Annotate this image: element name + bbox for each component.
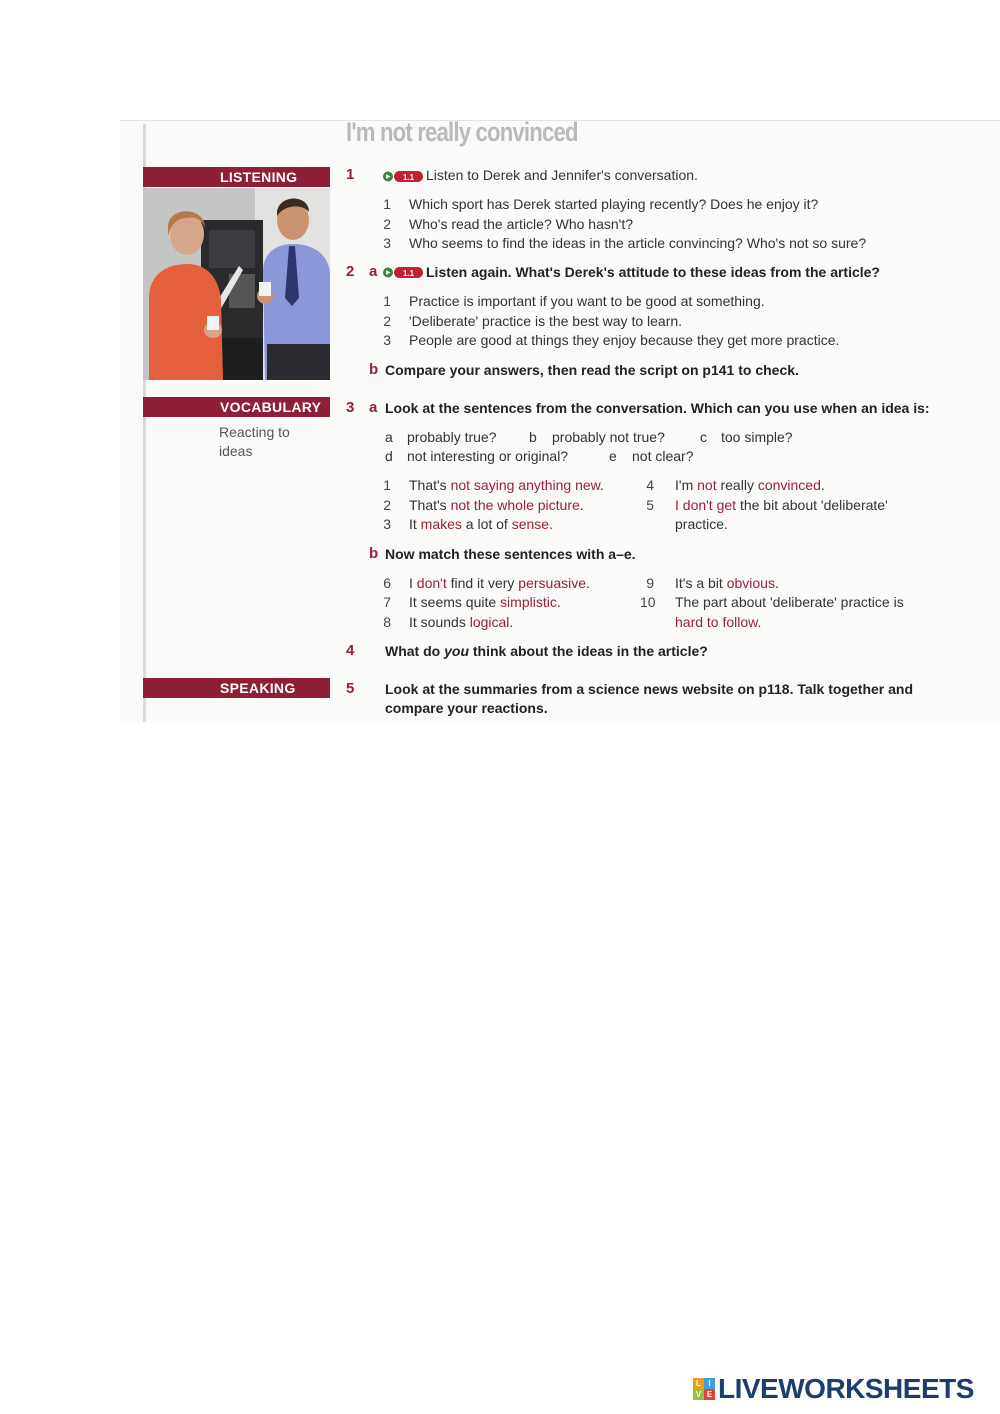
exercise-2a-instruction: Listen again. What's Derek's attitude to these ideas from the article? [426,264,880,280]
exercise-2b-instruction: Compare your answers, then read the script on p141 to check. [385,362,799,378]
sentence-10: The part about 'deliberate' practice is [675,594,904,610]
exercise-3b-label: b [369,545,379,562]
exercise-1-instruction: Listen to Derek and Jennifer's conversation. [426,167,698,183]
exercise-5-instruction-line2: compare your reactions. [385,700,548,716]
page-title: I'm not really convinced [346,117,578,147]
photo-illustration [143,188,330,380]
ex1-item-number: 1 [383,196,391,212]
sentence-number: 5 [646,497,654,513]
vocab-subheading-line1: Reacting to [219,424,290,440]
sentence-9: It's a bit obvious. [675,575,779,591]
section-band-speaking [143,678,330,698]
exercise-5-instruction-line1: Look at the summaries from a science news website on p118. Talk together and [385,681,914,697]
ex2-item-number: 2 [383,313,391,329]
option-letter: a [385,429,393,445]
option-letter: b [529,429,537,445]
option-text: not clear? [632,448,694,464]
exercise-3b-instruction: Now match these sentences with a–e. [385,546,636,562]
sentence-number: 2 [383,497,391,513]
sentence-number: 6 [383,575,391,591]
ex1-item-number: 2 [383,216,391,232]
section-label-listening: LISTENING [220,169,298,185]
section-band-vocabulary [143,397,330,417]
section-label-vocabulary: VOCABULARY [220,399,322,415]
option-letter: d [385,448,393,464]
sentence-10-continued: hard to follow. [675,614,762,630]
logo-grid-letter: L [693,1378,704,1389]
ex1-item-text: Who's read the article? Who hasn't? [409,216,634,232]
sentence-5-continued: practice. [675,516,728,532]
logo-grid-icon [693,1378,715,1400]
sentence-1: That's not saying anything new. [409,477,604,493]
option-text: probably not true? [552,429,665,445]
ex2-item-number: 3 [383,332,391,348]
option-text: probably true? [407,429,497,445]
exercise-4-number: 4 [346,642,355,659]
conversation-photo [143,188,330,380]
exercise-2-number: 2 [346,263,355,280]
ex1-item-text: Which sport has Derek started playing recently? Does he enjoy it? [409,196,819,212]
liveworksheets-logo[interactable] [693,1374,974,1404]
exercise-4-instruction: What do you think about the ideas in the article? [385,643,708,659]
sentence-number: 9 [646,575,654,591]
vocab-subheading-line2: ideas [219,443,253,459]
audio-track-icon[interactable] [382,170,424,183]
audio-track-label: 1.1 [402,173,415,182]
sentence-6: I don't find it very persuasive. [409,575,590,591]
ex2-item-number: 1 [383,293,391,309]
exercise-3a-instruction: Look at the sentences from the conversation. Which can you use when an idea is: [385,400,930,416]
sentence-number: 8 [383,614,391,630]
ex2-item-text: People are good at things they enjoy because they get more practice. [409,332,840,348]
logo-grid-letter: V [693,1389,704,1400]
section-band-listening [143,167,330,187]
exercise-2a-label: a [369,263,378,280]
option-text: too simple? [721,429,793,445]
option-letter: c [700,429,707,445]
audio-track-icon[interactable] [382,266,424,279]
exercise-3-number: 3 [346,399,355,416]
exercise-5-number: 5 [346,680,355,697]
section-label-speaking: SPEAKING [220,680,296,696]
logo-grid-letter: E [704,1389,715,1400]
sentence-number: 10 [640,594,656,610]
ex2-item-text: 'Deliberate' practice is the best way to learn. [409,313,683,329]
sentence-number: 1 [383,477,391,493]
sentence-7: It seems quite simplistic. [409,594,561,610]
logo-text: LIVEWORKSHEETS [718,1373,974,1404]
sentence-number: 7 [383,594,391,610]
audio-track-label: 1.1 [402,269,415,278]
logo-grid-letter: I [704,1378,715,1389]
option-text: not interesting or original? [407,448,569,464]
exercise-1-number: 1 [346,166,355,183]
sentence-number: 4 [646,477,654,493]
exercise-2b-label: b [369,361,379,378]
sentence-8: It sounds logical. [409,614,514,630]
ex2-item-text: Practice is important if you want to be good at something. [409,293,765,309]
sentence-2: That's not the whole picture. [409,497,584,513]
ex1-item-number: 3 [383,235,391,251]
option-letter: e [609,448,617,464]
ex1-item-text: Who seems to find the ideas in the article convincing? Who's not so sure? [409,235,867,251]
sentence-4: I'm not really convinced. [675,477,825,493]
sentence-3: It makes a lot of sense. [409,516,553,532]
sentence-number: 3 [383,516,391,532]
exercise-3a-label: a [369,399,378,416]
sentence-5: I don't get the bit about 'deliberate' [675,497,888,513]
